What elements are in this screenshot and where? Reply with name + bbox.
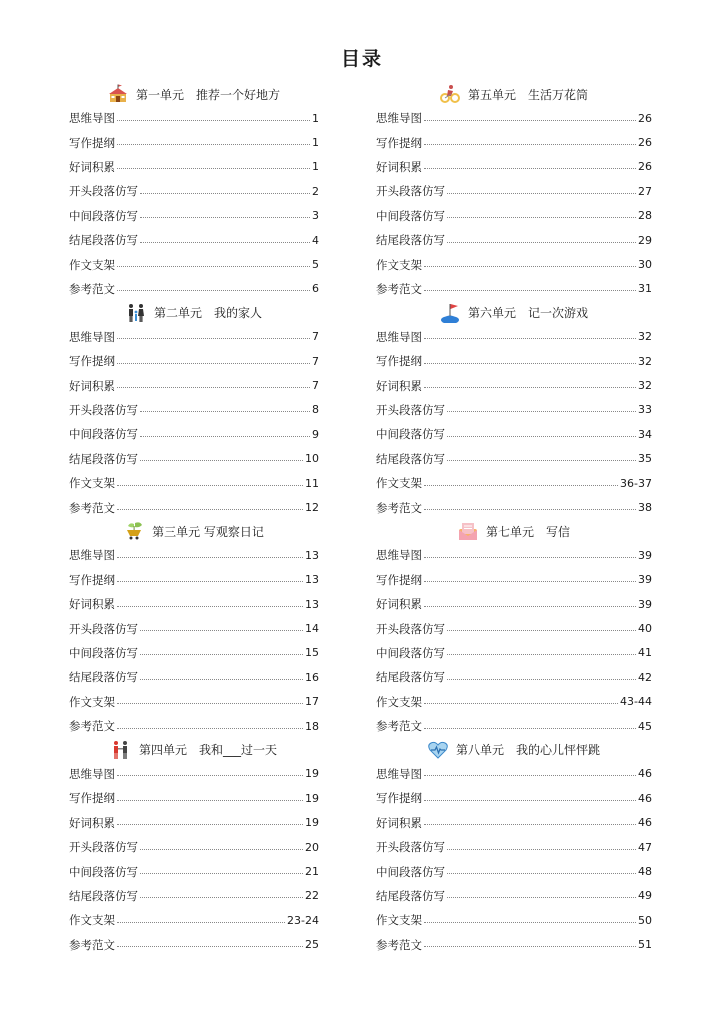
toc-entry-page: 29 — [638, 233, 652, 247]
unit-section — [376, 738, 652, 957]
toc-entry-page: 1 — [312, 136, 319, 150]
dot-leader — [447, 873, 636, 874]
toc-entry-label: 开头段落仿写 — [376, 621, 445, 636]
unit-heading — [69, 738, 319, 762]
toc-entry[interactable] — [376, 641, 652, 665]
toc-entry-page: 12 — [305, 501, 319, 515]
toc-entry-page: 35 — [638, 452, 652, 466]
dot-leader — [140, 679, 303, 680]
toc-entry-page: 18 — [305, 719, 319, 733]
unit-title: 第八单元 我的心儿怦怦跳 — [455, 743, 600, 758]
toc-entry-page: 15 — [305, 646, 319, 660]
toc-entry[interactable] — [376, 859, 652, 883]
dot-leader — [424, 922, 636, 923]
toc-entry-label: 思维导图 — [69, 766, 115, 781]
toc-entry[interactable] — [376, 228, 652, 252]
dot-leader — [447, 897, 636, 898]
toc-entry[interactable] — [69, 155, 319, 179]
toc-entry-label: 好词积累 — [376, 815, 422, 830]
toc-entry-page: 34 — [638, 427, 652, 441]
dot-leader — [117, 922, 285, 923]
toc-entry-page: 5 — [312, 258, 319, 272]
dot-leader — [447, 654, 636, 655]
dot-leader — [424, 290, 636, 291]
dot-leader — [447, 217, 636, 218]
dot-leader — [117, 581, 303, 582]
toc-entry-label: 结尾段落仿写 — [69, 888, 138, 903]
toc-entry-label: 作文支架 — [69, 913, 115, 928]
toc-entry[interactable] — [69, 665, 319, 689]
toc-entry[interactable] — [69, 786, 319, 810]
toc-entry-page: 32 — [638, 354, 652, 368]
toc-entry[interactable] — [376, 398, 652, 422]
toc-entry-label: 写作提纲 — [376, 791, 422, 806]
toc-entry[interactable] — [376, 325, 652, 349]
toc-entry-label: 作文支架 — [376, 257, 422, 272]
toc-entry[interactable] — [69, 252, 319, 276]
toc-entry[interactable] — [69, 349, 319, 373]
toc-entry[interactable] — [69, 277, 319, 301]
heartbeat-icon — [428, 740, 448, 760]
dot-leader — [424, 728, 636, 729]
toc-entry-page: 9 — [312, 427, 319, 441]
dot-leader — [117, 824, 303, 825]
toc-entry-page: 38 — [638, 501, 652, 515]
dot-leader — [447, 411, 636, 412]
toc-entry-label: 开头段落仿写 — [69, 840, 138, 855]
toc-entry-page: 26 — [638, 160, 652, 174]
toc-entry-label: 结尾段落仿写 — [376, 670, 445, 685]
unit-title: 第四单元 我和___过一天 — [138, 743, 277, 758]
toc-entry-page: 1 — [312, 160, 319, 174]
toc-entry[interactable] — [69, 471, 319, 495]
unit-section — [69, 738, 319, 957]
toc-entry-label: 结尾段落仿写 — [376, 888, 445, 903]
toc-entry[interactable] — [69, 835, 319, 859]
toc-entry-page: 20 — [305, 840, 319, 854]
toc-entry-label: 好词积累 — [376, 159, 422, 174]
dot-leader — [424, 363, 636, 364]
toc-entry-label: 开头段落仿写 — [69, 184, 138, 199]
toc-entry-page: 3 — [312, 209, 319, 223]
page-title: 目录 — [340, 48, 383, 70]
toc-entry[interactable] — [376, 714, 652, 738]
unit-heading — [376, 519, 652, 543]
toc-entry[interactable] — [376, 543, 652, 567]
toc-entry[interactable] — [376, 373, 652, 397]
toc-entry-page: 46 — [638, 767, 652, 781]
toc-entry[interactable] — [69, 908, 319, 932]
toc-entry-page: 7 — [312, 330, 319, 344]
toc-entry-page: 13 — [305, 548, 319, 562]
dot-leader — [424, 606, 636, 607]
dot-leader — [117, 800, 303, 801]
toc-entry-page: 39 — [638, 573, 652, 587]
toc-entry-page: 50 — [638, 913, 652, 927]
toc-entry-page: 19 — [305, 767, 319, 781]
toc-entry-label: 中间段落仿写 — [376, 645, 445, 660]
toc-entry[interactable] — [376, 884, 652, 908]
dot-leader — [117, 557, 303, 558]
family-icon — [126, 303, 146, 323]
dot-leader — [140, 897, 303, 898]
toc-entry[interactable] — [376, 495, 652, 519]
dot-leader — [424, 120, 636, 121]
toc-entry-label: 写作提纲 — [376, 572, 422, 587]
toc-entry-label: 写作提纲 — [376, 135, 422, 150]
toc-entry[interactable] — [69, 933, 319, 957]
toc-entry-label: 参考范文 — [69, 281, 115, 296]
toc-entry[interactable] — [376, 568, 652, 592]
toc-entry-page: 41 — [638, 646, 652, 660]
toc-entry-label: 好词积累 — [376, 378, 422, 393]
toc-entry-page: 4 — [312, 233, 319, 247]
toc-entry-page: 21 — [305, 865, 319, 879]
dot-leader — [140, 193, 310, 194]
unit-heading — [376, 738, 652, 762]
toc-entry[interactable] — [376, 786, 652, 810]
dot-leader — [117, 775, 303, 776]
potted-plant-icon — [124, 521, 144, 541]
toc-entry[interactable] — [376, 130, 652, 154]
toc-entry[interactable] — [376, 933, 652, 957]
dot-leader — [117, 509, 303, 510]
toc-entry-label: 写作提纲 — [69, 572, 115, 587]
toc-entry[interactable] — [69, 325, 319, 349]
dot-leader — [447, 679, 636, 680]
toc-right-column — [376, 82, 652, 956]
toc-entry-label: 开头段落仿写 — [376, 402, 445, 417]
toc-entry-label: 中间段落仿写 — [69, 864, 138, 879]
toc-entry-label: 写作提纲 — [69, 135, 115, 150]
toc-entry-label: 好词积累 — [69, 597, 115, 612]
toc-entry-label: 写作提纲 — [69, 354, 115, 369]
toc-entry-page: 11 — [305, 476, 319, 490]
dot-leader — [117, 120, 310, 121]
toc-entry[interactable] — [376, 204, 652, 228]
toc-entry[interactable] — [376, 252, 652, 276]
toc-entry-label: 参考范文 — [376, 281, 422, 296]
flag-hill-icon — [440, 303, 460, 323]
toc-entry[interactable] — [69, 228, 319, 252]
dot-leader — [424, 338, 636, 339]
toc-entry[interactable] — [376, 471, 652, 495]
unit-title: 第七单元 写信 — [485, 524, 570, 539]
dot-leader — [117, 485, 303, 486]
toc-entry-page: 25 — [305, 938, 319, 952]
toc-entry[interactable] — [376, 616, 652, 640]
unit-heading — [69, 82, 319, 106]
toc-entry[interactable] — [376, 179, 652, 203]
toc-entry-label: 作文支架 — [69, 476, 115, 491]
toc-entry-page: 16 — [305, 670, 319, 684]
unit-section — [376, 519, 652, 738]
toc-entry-label: 思维导图 — [376, 329, 422, 344]
toc-entry-page: 13 — [305, 573, 319, 587]
envelope-letter-icon — [458, 521, 478, 541]
toc-entry-page: 30 — [638, 258, 652, 272]
dot-leader — [117, 703, 303, 704]
dot-leader — [117, 363, 310, 364]
dot-leader — [140, 654, 303, 655]
toc-entry-label: 开头段落仿写 — [69, 621, 138, 636]
toc-entry-label: 思维导图 — [69, 329, 115, 344]
toc-entry-label: 结尾段落仿写 — [376, 451, 445, 466]
unit-section — [69, 301, 319, 520]
dot-leader — [117, 144, 310, 145]
toc-entry-label: 开头段落仿写 — [69, 402, 138, 417]
toc-entry-label: 中间段落仿写 — [376, 864, 445, 879]
toc-entry-label: 开头段落仿写 — [376, 840, 445, 855]
toc-entry-label: 作文支架 — [69, 257, 115, 272]
toc-left-column — [69, 82, 319, 956]
toc-entry-page: 36-37 — [620, 476, 652, 490]
toc-entry-label: 中间段落仿写 — [69, 645, 138, 660]
unit-heading — [376, 82, 652, 106]
toc-entry[interactable] — [69, 884, 319, 908]
toc-entry-page: 7 — [312, 379, 319, 393]
toc-entry-label: 作文支架 — [69, 694, 115, 709]
dot-leader — [447, 242, 636, 243]
toc-entry[interactable] — [69, 690, 319, 714]
toc-entry[interactable] — [376, 690, 652, 714]
toc-entry-page: 6 — [312, 282, 319, 296]
dot-leader — [424, 144, 636, 145]
dot-leader — [424, 387, 636, 388]
toc-entry[interactable] — [69, 592, 319, 616]
cyclist-icon — [440, 84, 460, 104]
toc-entry-label: 参考范文 — [69, 937, 115, 952]
toc-entry-page: 22 — [305, 889, 319, 903]
unit-heading — [69, 519, 319, 543]
dot-leader — [140, 217, 310, 218]
toc-entry[interactable] — [376, 106, 652, 130]
toc-entry[interactable] — [69, 543, 319, 567]
toc-entry[interactable] — [376, 277, 652, 301]
dot-leader — [117, 290, 310, 291]
toc-entry[interactable] — [69, 398, 319, 422]
dot-leader — [140, 460, 303, 461]
toc-entry[interactable] — [69, 859, 319, 883]
toc-entry[interactable] — [376, 349, 652, 373]
toc-entry-label: 作文支架 — [376, 694, 422, 709]
toc-entry[interactable] — [69, 616, 319, 640]
toc-entry[interactable] — [376, 665, 652, 689]
dot-leader — [140, 873, 303, 874]
dot-leader — [140, 849, 303, 850]
toc-entry[interactable] — [376, 835, 652, 859]
toc-entry[interactable] — [376, 908, 652, 932]
toc-entry-page: 8 — [312, 403, 319, 417]
toc-entry-page: 45 — [638, 719, 652, 733]
unit-title: 第二单元 我的家人 — [153, 306, 262, 321]
toc-entry-label: 结尾段落仿写 — [69, 670, 138, 685]
toc-entry-page: 46 — [638, 791, 652, 805]
toc-entry-page: 48 — [638, 865, 652, 879]
dot-leader — [424, 581, 636, 582]
toc-entry[interactable] — [69, 447, 319, 471]
toc-entry-label: 结尾段落仿写 — [69, 451, 138, 466]
toc-entry-page: 19 — [305, 816, 319, 830]
unit-title: 第六单元 记一次游戏 — [467, 306, 588, 321]
dot-leader — [424, 775, 636, 776]
dot-leader — [140, 436, 310, 437]
dot-leader — [447, 630, 636, 631]
dot-leader — [447, 436, 636, 437]
dot-leader — [117, 387, 310, 388]
toc-entry-page: 39 — [638, 548, 652, 562]
dot-leader — [117, 606, 303, 607]
toc-entry-page: 39 — [638, 597, 652, 611]
two-people-icon — [111, 740, 131, 760]
toc-entry-label: 参考范文 — [376, 937, 422, 952]
toc-entry-page: 26 — [638, 111, 652, 125]
toc-entry-page: 32 — [638, 330, 652, 344]
toc-entry-label: 好词积累 — [69, 378, 115, 393]
toc-entry-label: 好词积累 — [69, 159, 115, 174]
toc-entry-label: 中间段落仿写 — [376, 208, 445, 223]
dot-leader — [424, 946, 636, 947]
toc-entry-page: 19 — [305, 791, 319, 805]
toc-entry[interactable] — [69, 641, 319, 665]
toc-entry-label: 结尾段落仿写 — [69, 233, 138, 248]
toc-entry[interactable] — [69, 568, 319, 592]
toc-entry-page: 2 — [312, 184, 319, 198]
dot-leader — [140, 630, 303, 631]
toc-entry-page: 10 — [305, 452, 319, 466]
toc-entry-label: 参考范文 — [69, 719, 115, 734]
dot-leader — [140, 411, 310, 412]
toc-entry-label: 中间段落仿写 — [69, 208, 138, 223]
dot-leader — [117, 266, 310, 267]
toc-entry-page: 13 — [305, 597, 319, 611]
toc-entry-label: 思维导图 — [376, 548, 422, 563]
toc-entry-label: 参考范文 — [376, 500, 422, 515]
toc-entry-page: 14 — [305, 622, 319, 636]
toc-entry-label: 参考范文 — [376, 719, 422, 734]
toc-entry-page: 1 — [312, 111, 319, 125]
toc-entry-label: 好词积累 — [69, 815, 115, 830]
toc-entry-label: 开头段落仿写 — [376, 184, 445, 199]
toc-entry[interactable] — [69, 495, 319, 519]
toc-entry-page: 7 — [312, 354, 319, 368]
toc-entry-label: 思维导图 — [69, 111, 115, 126]
unit-title: 第一单元 推荐一个好地方 — [135, 87, 280, 102]
toc-entry-label: 思维导图 — [69, 548, 115, 563]
toc-entry-label: 思维导图 — [376, 766, 422, 781]
dot-leader — [424, 824, 636, 825]
toc-entry[interactable] — [69, 811, 319, 835]
dot-leader — [424, 509, 636, 510]
unit-section — [376, 301, 652, 520]
toc-entry[interactable] — [376, 447, 652, 471]
toc-entry-page: 51 — [638, 938, 652, 952]
dot-leader — [117, 168, 310, 169]
toc-entry[interactable] — [69, 762, 319, 786]
dot-leader — [447, 193, 636, 194]
toc-entry-page: 26 — [638, 136, 652, 150]
school-building-icon — [108, 84, 128, 104]
toc-entry-label: 参考范文 — [69, 500, 115, 515]
toc-entry-page: 32 — [638, 379, 652, 393]
toc-entry-page: 27 — [638, 184, 652, 198]
toc-entry[interactable] — [376, 422, 652, 446]
toc-entry-label: 作文支架 — [376, 476, 422, 491]
toc-entry-label: 结尾段落仿写 — [376, 233, 445, 248]
unit-heading — [69, 301, 319, 325]
unit-section — [376, 82, 652, 301]
dot-leader — [424, 703, 618, 704]
toc-entry-label: 思维导图 — [376, 111, 422, 126]
dot-leader — [424, 485, 618, 486]
toc-entry[interactable] — [376, 592, 652, 616]
dot-leader — [424, 266, 636, 267]
toc-entry-page: 40 — [638, 622, 652, 636]
toc-entry[interactable] — [69, 714, 319, 738]
toc-entry-page: 42 — [638, 670, 652, 684]
toc-entry-label: 好词积累 — [376, 597, 422, 612]
toc-entry-page: 31 — [638, 282, 652, 296]
dot-leader — [424, 800, 636, 801]
toc-entry-label: 中间段落仿写 — [69, 427, 138, 442]
toc-entry-page: 23-24 — [287, 913, 319, 927]
unit-title: 第五单元 生活万花筒 — [467, 87, 588, 102]
toc-entry[interactable] — [376, 811, 652, 835]
toc-entry-page: 47 — [638, 840, 652, 854]
toc-entry[interactable] — [376, 155, 652, 179]
toc-entry-page: 43-44 — [620, 695, 652, 709]
unit-section — [69, 82, 319, 301]
toc-entry-label: 写作提纲 — [376, 354, 422, 369]
dot-leader — [140, 242, 310, 243]
unit-title: 第三单元 写观察日记 — [152, 524, 264, 539]
dot-leader — [424, 168, 636, 169]
toc-entry-page: 17 — [305, 695, 319, 709]
toc-entry-page: 49 — [638, 889, 652, 903]
dot-leader — [447, 849, 636, 850]
toc-entry-page: 33 — [638, 403, 652, 417]
dot-leader — [447, 460, 636, 461]
toc-entry-label: 作文支架 — [376, 913, 422, 928]
dot-leader — [117, 728, 303, 729]
toc-entry-label: 写作提纲 — [69, 791, 115, 806]
toc-entry-page: 28 — [638, 209, 652, 223]
unit-heading — [376, 301, 652, 325]
toc-entry[interactable] — [69, 373, 319, 397]
dot-leader — [424, 557, 636, 558]
dot-leader — [117, 338, 310, 339]
toc-entry[interactable] — [69, 204, 319, 228]
toc-entry[interactable] — [69, 130, 319, 154]
toc-entry-label: 中间段落仿写 — [376, 427, 445, 442]
toc-entry-page: 46 — [638, 816, 652, 830]
toc-entry[interactable] — [376, 762, 652, 786]
dot-leader — [117, 946, 303, 947]
toc-entry[interactable] — [69, 422, 319, 446]
unit-section — [69, 519, 319, 738]
toc-entry[interactable] — [69, 179, 319, 203]
toc-entry[interactable] — [69, 106, 319, 130]
